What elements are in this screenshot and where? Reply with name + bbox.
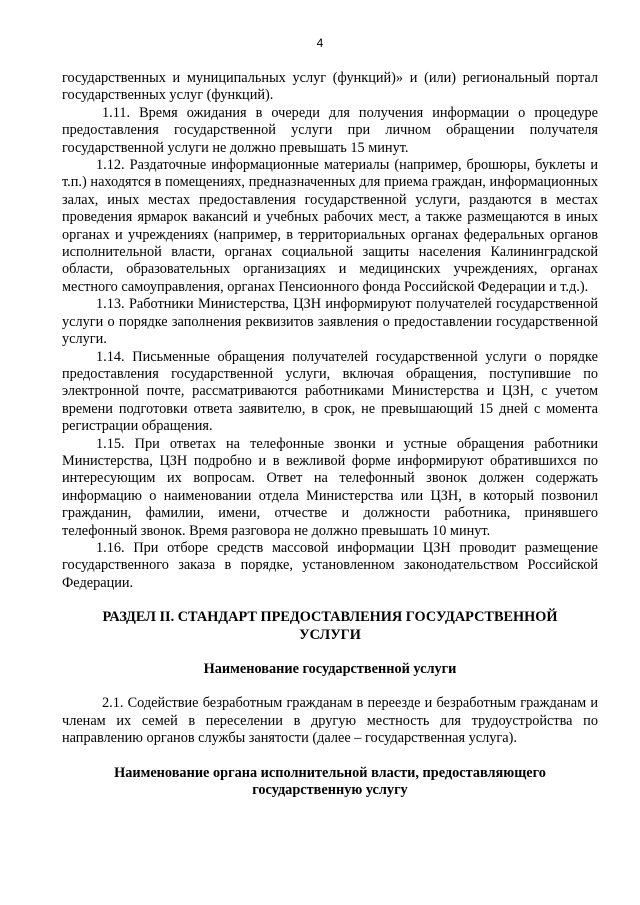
subheading-service-name: Наименование государственной услуги	[203, 661, 457, 677]
subheading-authority: Наименование органа исполнительной власти, предоставляющего государственную услугу	[114, 764, 546, 799]
paragraph-intro: государственных и муниципальных услуг (функций)» и (или) региональный портал государственных услуг (функций).	[62, 70, 598, 104]
section-heading: РАЗДЕЛ II. СТАНДАРТ ПРЕДОСТАВЛЕНИЯ ГОСУДАРСТВЕННОЙ УСЛУГИ	[102, 609, 558, 643]
document-body	[62, 70, 598, 799]
paragraph-1-12: 1.12. Раздаточные информационные материалы (например, брошюры, буклеты и т.п.) находятся в помещениях, предназначенных для приема граждан, информационных залах, иных местах предоставления государственной услуги, раздаются в местах проведения ярмарок вакансий и учебных рабочих мест, а также размещаются в иных органах и учреждениях (например, в территориальных органах федеральных органов исполнительной власти, органах социальной защиты населения Калининградской области, образовательных организациях и медицинских учреждениях, органах местного самоуправления, органах Пенсионного фонда Российской Федерации и т.д.).	[62, 157, 598, 295]
paragraph-1-14: 1.14. Письменные обращения получателей государственной услуги о порядке предоставления государственной услуги, включая обращения, поступившие по электронной почте, рассматриваются работниками Министерства и ЦЗН, с учетом времени подготовки ответа заявителю, в срок, не превышающий 15 дней с момента регистрации обращения.	[62, 348, 598, 435]
paragraph-1-11: 1.11. Время ожидания в очереди для получения информации о процедуре предоставления государственной услуги при личном обращении получателя государственной услуги не должно превышать 15 минут.	[62, 104, 598, 156]
paragraph-1-13: 1.13. Работники Министерства, ЦЗН информируют получателей государственной услуги о порядке заполнения реквизитов заявления о предоставлении государственной услуги.	[62, 296, 598, 348]
paragraph-1-16: 1.16. При отборе средств массовой информации ЦЗН проводит размещение государственного заказа в порядке, установленном законодательством Российской Федерации.	[62, 539, 598, 591]
paragraph-1-15: 1.15. При ответах на телефонные звонки и устные обращения работники Министерства, ЦЗН подробно и в вежливой форме информируют обратившихся по интересующим их вопросам. Ответ на телефонный звонок должен содержать информацию о наименовании отдела Министерства или ЦЗН, в который позвонил гражданин, фамилии, имени, отчестве и должности работника, принявшего телефонный звонок. Время разговора не должно превышать 10 минут.	[62, 435, 598, 539]
page-number: 4	[316, 36, 324, 50]
paragraph-2-1: 2.1. Содействие безработным гражданам в переезде и безработным гражданам и членам их семей в переселении в другую местность для трудоустройства по направлению органов службы занятости (далее – государственная услуга).	[62, 695, 598, 747]
